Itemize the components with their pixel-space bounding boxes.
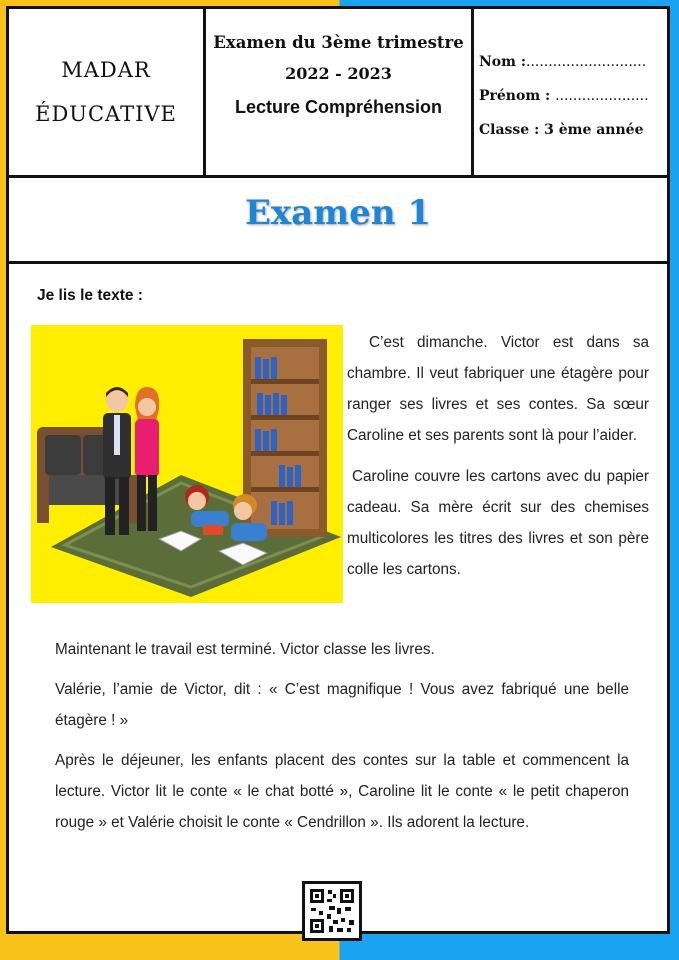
reading-text-top — [347, 327, 649, 595]
qr-code-icon — [302, 881, 362, 941]
name-label: Nom : — [479, 54, 526, 70]
school-year: 2022 - 2023 — [285, 64, 392, 83]
exam-title: Examen du 3ème trimestre — [213, 33, 464, 52]
name-dots: ........................... — [526, 54, 647, 70]
firstname-dots: ..................... — [555, 88, 649, 104]
exam-header — [9, 9, 667, 178]
paragraph-3: Maintenant le travail est terminé. Victor classe les livres. — [55, 641, 435, 658]
class-label: Classe : 3 ème année — [479, 122, 644, 138]
page-title: Examen 1 — [244, 193, 432, 233]
paragraph-4: Valérie, l’amie de Victor, dit : « C’est magnifique ! Vous avez fabriqué une belle étagère ! » — [55, 681, 629, 729]
firstname-label: Prénom : — [479, 88, 551, 104]
paragraph-5: Après le déjeuner, les enfants placent des contes sur la table et commencent la lecture. Victor lit le conte « le chat botté », Caroline lit le conte « le petit chaperon rouge » et Valérie choisit le conte « Cendrillon ». Ils adorent la lecture. — [55, 752, 629, 831]
student-info-box — [474, 9, 670, 175]
paragraph-1: C’est dimanche. Victor est dans sa chambre. Il veut fabriquer une étagère pour ranger ses livres et ses contes. Sa sœur Caroline et ses parents sont là pour l’aider. — [347, 334, 649, 444]
name-field[interactable] — [479, 54, 670, 70]
exam-sheet — [6, 6, 670, 934]
exam-info-box — [206, 9, 474, 175]
paragraph-2: Caroline couvre les cartons avec du papier cadeau. Sa mère écrit sur des chemises multicolores les titres des livres et son père colle les cartons. — [347, 468, 649, 578]
school-name-line1: MADAR — [61, 58, 151, 82]
school-name-line2: ÉDUCATIVE — [35, 102, 177, 126]
section-label: Je lis le texte : — [37, 287, 143, 304]
firstname-field[interactable] — [479, 88, 670, 104]
subject-label: Lecture Compréhension — [234, 97, 443, 117]
school-name-box — [9, 9, 206, 175]
family-bookshelf-illustration — [31, 325, 343, 603]
title-band — [9, 175, 667, 264]
reading-text-bottom — [55, 634, 629, 847]
